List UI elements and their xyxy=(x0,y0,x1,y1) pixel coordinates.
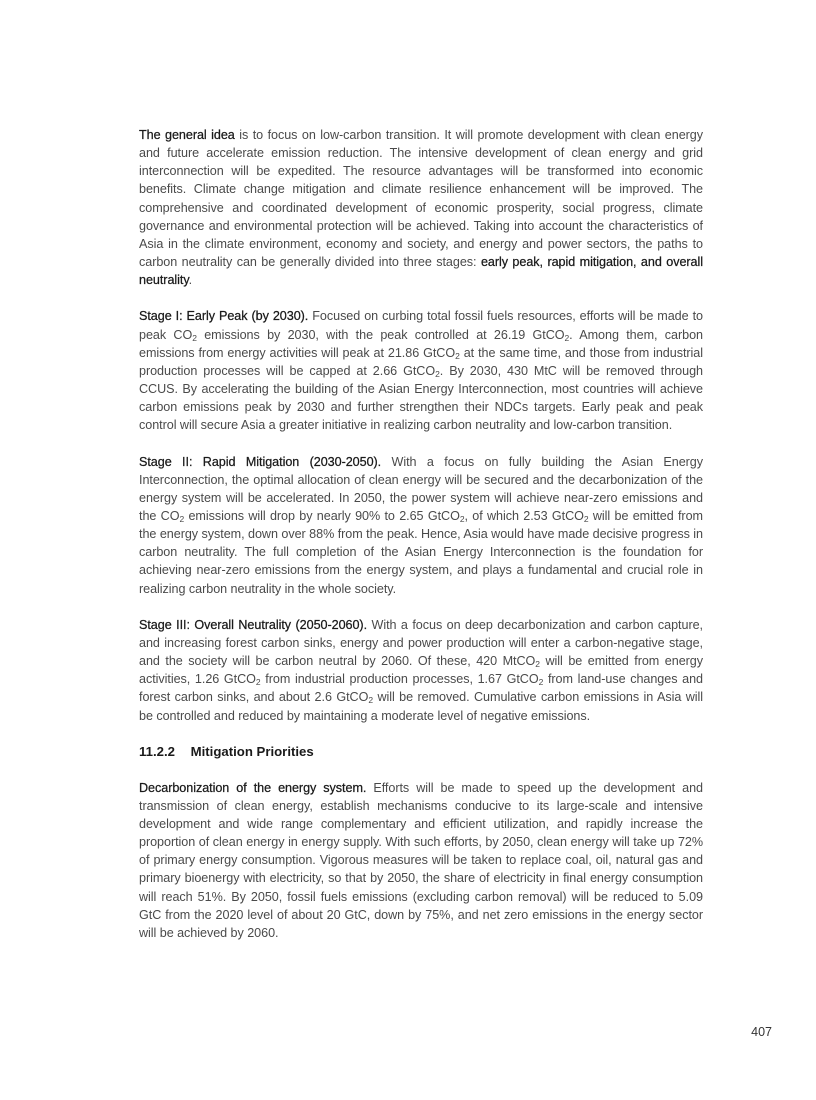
paragraph-text: With a focus on deep decarbonization and carbon capture, and increasing forest carbon sinks, energy and power production will enter a carbon-negative stage, and the society will be carbon neutral by 2060. Of these, 420 MtCO xyxy=(139,617,703,669)
section-heading xyxy=(139,743,703,761)
paragraph xyxy=(139,307,703,434)
paragraph xyxy=(139,453,703,598)
subscript: 2 xyxy=(435,368,440,379)
paragraph-lead-in: Decarbonization of the energy system. xyxy=(139,780,367,795)
paragraph-text: . By 2030, 430 MtC will be removed through CCUS. By accelerating the building of the Asian Energy Interconnection, most countries will achieve carbon emissions peak by 2030 and further strengthen their NDCs targets. Early peak and peak control will secure Asia a greater initiative in realizing carbon neutrality and low-carbon transition. xyxy=(139,363,703,433)
paragraphs-before-heading xyxy=(139,126,703,725)
subscript: 2 xyxy=(564,332,570,343)
paragraphs-after-heading xyxy=(139,779,703,942)
paragraph-text: emissions by 2030, with the peak controlled at 26.19 GtCO xyxy=(196,327,565,342)
emphasis-text: early peak, rapid mitigation, and overall neutrality xyxy=(139,255,703,288)
paragraph-text: from industrial production processes, 1.67 GtCO xyxy=(260,672,539,687)
subscript: 2 xyxy=(455,350,460,361)
paragraph-text: . Among them, carbon emissions from energy activities will peak at 21.86 GtCO xyxy=(139,327,703,360)
paragraph-text: Focused on curbing total fossil fuels resources, efforts will be made to peak CO xyxy=(139,309,703,342)
page-body xyxy=(139,126,703,942)
paragraph-lead-in: Stage III: Overall Neutrality (2050-2060). xyxy=(139,617,368,632)
paragraph-text: With a focus on fully building the Asian Energy Interconnection, the optimal allocation of clean energy will be secured and the decarbonization of the energy system will be accelerated. In 2050, the power system will achieve near-zero emissions and the CO xyxy=(139,454,704,523)
paragraph-lead-in: The general idea xyxy=(139,128,235,142)
paragraph-text: will be removed. Cumulative carbon emissions in Asia will be controlled and reduced by maintaining a moderate level of negative emissions. xyxy=(139,690,703,723)
paragraph-text: emissions will drop by nearly 90% to 2.65 GtCO xyxy=(184,508,460,523)
paragraph-text: will be emitted from the energy system, down over 88% from the peak. Hence, Asia would have made decisive progress in carbon neutrality. The full completion of the Asian Energy Interconnection is the foundation for achieving near-zero emissions from the energy system, and plays a fundamental and crucial role in realizing carbon neutrality in the whole society. xyxy=(139,508,703,596)
subscript: 2 xyxy=(459,513,465,524)
paragraph-lead-in: Stage II: Rapid Mitigation (2030-2050). xyxy=(139,454,382,469)
paragraph-lead-in: Stage I: Early Peak (by 2030). xyxy=(139,309,309,324)
subscript: 2 xyxy=(583,513,589,524)
paragraph-text: , of which 2.53 GtCO xyxy=(464,508,584,523)
page-number: 407 xyxy=(751,1025,772,1039)
subscript: 2 xyxy=(192,332,197,343)
paragraph-text: from land-use changes and forest carbon sinks, and about 2.6 GtCO xyxy=(139,672,704,705)
paragraph-text: Efforts will be made to speed up the development and transmission of clean energy, establish mechanisms conducive to its large-scale and intensive development and wide range complementary and efficient utilization, and rapidly increase the proportion of clean energy in energy supply. With such efforts, by 2050, clean energy will take up 72% of primary energy consumption. Vigorous measures will be taken to replace coal, oil, natural gas and primary bioenergy with electricity, so that by 2050, the share of electricity in final energy consumption will reach 51%. By 2050, fossil fuels emissions (excluding carbon removal) will be reduced to 5.09 GtC from the 2020 level of about 20 GtC, down by 75%, and net zero emissions in the energy sector will be achieved by 2060. xyxy=(139,780,703,940)
paragraph-text: . xyxy=(188,273,193,288)
subscript: 2 xyxy=(179,513,185,524)
section-title: Mitigation Priorities xyxy=(190,743,314,759)
paragraph xyxy=(139,126,703,289)
section-number: 11.2.2 xyxy=(139,743,175,759)
subscript: 2 xyxy=(538,677,544,688)
paragraph xyxy=(139,616,703,725)
paragraph-text: will be emitted from energy activities, 1.26 GtCO xyxy=(139,654,703,687)
subscript: 2 xyxy=(368,695,374,706)
paragraph xyxy=(139,779,703,942)
subscript: 2 xyxy=(255,677,261,688)
paragraph-text: is to focus on low-carbon transition. It will promote development with clean energy and future accelerate emission reduction. The intensive development of clean energy and grid interconnection will be expedited. The resource advantages will be transformed into economic benefits. Climate change mitigation and climate resilience enhancement will be improved. The comprehensive and coordinated development of economic prosperity, social progress, climate governance and environmental protection will be achieved. Taking into account the characteristics of Asia in the climate environment, economy and society, and energy and power sectors, the paths to carbon neutrality can be generally divided into three stages: xyxy=(139,128,703,270)
paragraph-text: at the same time, and those from industrial production processes will be capped at 2.66 GtCO xyxy=(139,345,703,378)
subscript: 2 xyxy=(535,659,540,670)
